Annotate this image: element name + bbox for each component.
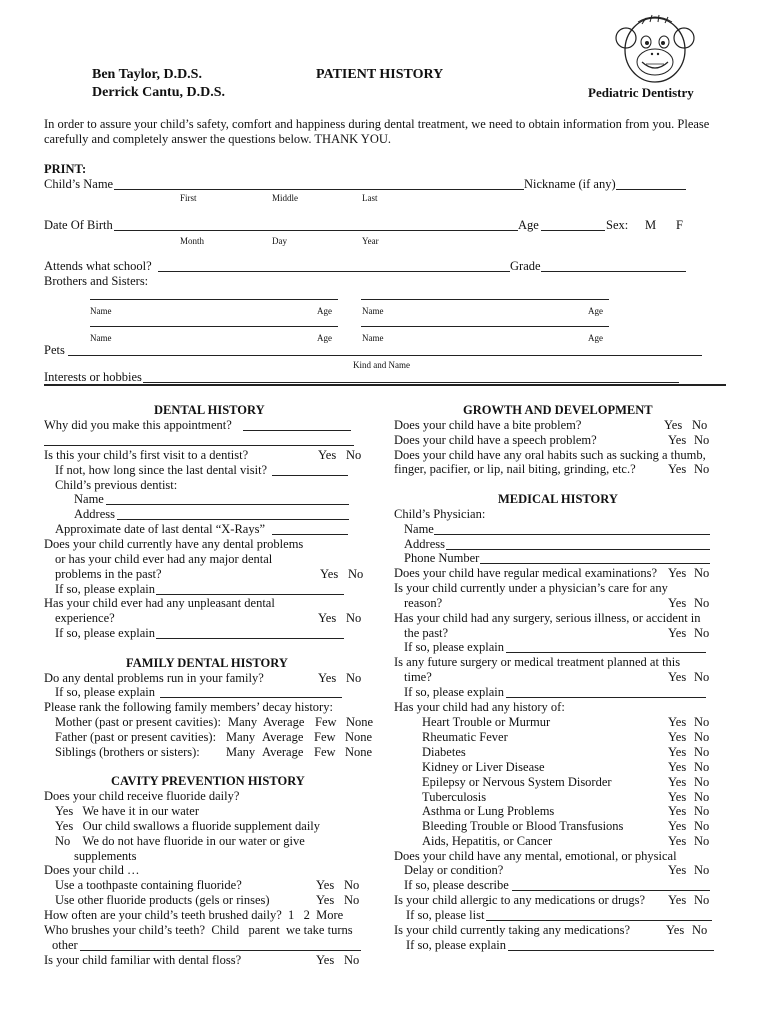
family-problems-yes[interactable]: Yes <box>318 671 337 685</box>
medical-q3-line1: Has your child had any surgery, serious illness, or accident in <box>394 611 701 625</box>
child-name-label: Child’s Name <box>44 177 114 191</box>
physician-phone-field[interactable] <box>480 563 710 564</box>
cavity-q1: Does your child receive fluoride daily? <box>44 789 240 803</box>
practice-name: Pediatric Dentistry <box>588 85 694 100</box>
age-field[interactable] <box>541 230 605 231</box>
condition-yes[interactable]: Yes <box>668 760 687 774</box>
medical-q7: Is your child allergic to any medications or drugs? <box>394 893 646 907</box>
sibling-name-caption: Name <box>362 333 384 343</box>
fluoride-option-none[interactable]: No We do not have fluoride in our water or give <box>55 834 305 848</box>
interests-label: Interests or hobbies <box>44 370 142 384</box>
physician-name-label: Name <box>404 522 434 536</box>
school-label: Attends what school? <box>44 259 152 273</box>
condition-yes[interactable]: Yes <box>668 819 687 833</box>
father-none[interactable]: None <box>345 730 373 744</box>
surgery-no[interactable]: No <box>694 626 710 640</box>
growth-q3-line2: finger, pacifier, or lip, nail biting, grinding, etc.? <box>394 462 636 476</box>
sibling-name-caption: Name <box>90 333 112 343</box>
medications-yes[interactable]: Yes <box>666 923 685 937</box>
family-explain-field[interactable] <box>160 697 342 698</box>
first-visit-no[interactable]: No <box>346 448 362 462</box>
allergy-list-field[interactable] <box>486 920 712 921</box>
physician-address-field[interactable] <box>446 549 710 550</box>
child-name-field[interactable] <box>114 189 524 190</box>
sibling-4-field[interactable] <box>361 326 609 327</box>
condition-yes[interactable]: Yes <box>668 745 687 759</box>
condition-yes[interactable]: Yes <box>668 804 687 818</box>
surgery-explain-field[interactable] <box>506 652 706 653</box>
family-row-siblings: Siblings (brothers or sisters): <box>55 745 200 759</box>
fluoride-option-water[interactable]: Yes We have it in our water <box>55 804 199 818</box>
pets-label: Pets <box>44 343 65 357</box>
future-surgery-explain-field[interactable] <box>506 697 706 698</box>
medical-q8: Is your child currently taking any medications? <box>394 923 631 937</box>
siblings-none[interactable]: None <box>345 745 373 759</box>
condition-label: Diabetes <box>422 745 466 759</box>
cavity-q2b: Use other fluoride products (gels or rinses) <box>55 893 270 907</box>
mother-few[interactable]: Few <box>315 715 337 729</box>
condition-no[interactable]: No <box>694 804 710 818</box>
cavity-q3-brushing-frequency[interactable]: How often are your child’s teeth brushed daily? 1 2 More <box>44 908 344 922</box>
growth-q3-line1: Does your child have any oral habits such as sucking a thumb, <box>394 448 706 462</box>
dob-field[interactable] <box>114 230 518 231</box>
sibling-age-caption: Age <box>317 333 332 343</box>
first-visit-yes[interactable]: Yes <box>318 448 337 462</box>
condition-label: Kidney or Liver Disease <box>422 760 545 774</box>
condition-no[interactable]: No <box>694 775 710 789</box>
xrays-label: Approximate date of last dental “X-Rays” <box>55 522 265 536</box>
growth-q1: Does your child have a bite problem? <box>394 418 582 432</box>
delay-yes[interactable]: Yes <box>668 863 687 877</box>
surgery-explain-label: If so, please explain <box>404 640 504 654</box>
dental-q3: If not, how long since the last dental visit? <box>55 463 268 477</box>
speech-no[interactable]: No <box>694 433 710 447</box>
dental-q6-line2: experience? <box>55 611 115 625</box>
siblings-few[interactable]: Few <box>314 745 336 759</box>
family-row-mother: Mother (past or present cavities): <box>55 715 221 729</box>
dental-q1: Why did you make this appointment? <box>44 418 232 432</box>
dob-label: Date Of Birth <box>44 218 113 232</box>
oral-habits-no[interactable]: No <box>694 462 710 476</box>
condition-yes[interactable]: Yes <box>668 790 687 804</box>
oral-habits-yes[interactable]: Yes <box>668 462 687 476</box>
sibling-name-caption: Name <box>90 306 112 316</box>
medical-q2-line1: Is your child currently under a physician’s care for any <box>394 581 668 595</box>
dental-q5-line1: Does your child currently have any dental problems <box>44 537 304 551</box>
unpleasant-experience-no[interactable]: No <box>346 611 362 625</box>
last-caption: Last <box>362 193 378 203</box>
medical-q4-line1: Is any future surgery or medical treatment planned at this <box>394 655 681 669</box>
father-many[interactable]: Many <box>226 730 256 744</box>
dental-q5-explain-field[interactable] <box>156 594 344 595</box>
father-average[interactable]: Average <box>262 730 304 744</box>
physician-care-yes[interactable]: Yes <box>668 596 687 610</box>
medical-q2-line2: reason? <box>404 596 443 610</box>
nickname-label: Nickname (if any) <box>524 177 616 191</box>
medical-q5: Has your child had any history of: <box>394 700 565 714</box>
age-label: Age <box>518 218 539 232</box>
sex-label: Sex: <box>606 218 629 232</box>
physician-phone-label: Phone Number <box>404 551 480 565</box>
delay-describe-label: If so, please describe <box>404 878 509 892</box>
dental-q6-line1: Has your child ever had any unpleasant dental <box>44 596 275 610</box>
bite-yes[interactable]: Yes <box>664 418 683 432</box>
doctor-name-1: Ben Taylor, D.D.S. <box>92 67 202 82</box>
condition-no[interactable]: No <box>694 834 710 848</box>
speech-yes[interactable]: Yes <box>668 433 687 447</box>
intro-line-2: carefully and completely answer the questions below. THANK YOU. <box>44 132 392 146</box>
condition-label: Aids, Hepatitis, or Cancer <box>422 834 553 848</box>
dental-problems-no[interactable]: No <box>348 567 364 581</box>
middle-caption: Middle <box>272 193 298 203</box>
cavity-prevention-heading: CAVITY PREVENTION HISTORY <box>111 774 305 788</box>
condition-label: Heart Trouble or Murmur <box>422 715 551 729</box>
other-fluoride-no[interactable]: No <box>344 893 360 907</box>
section-divider <box>44 384 726 386</box>
prev-dentist-address-field[interactable] <box>117 519 349 520</box>
print-label: PRINT: <box>44 162 87 176</box>
medical-q3-line2: the past? <box>404 626 449 640</box>
prev-dentist-name-field[interactable] <box>106 504 349 505</box>
cavity-q5: Is your child familiar with dental floss? <box>44 953 242 967</box>
surgery-yes[interactable]: Yes <box>668 626 687 640</box>
condition-yes[interactable]: Yes <box>668 715 687 729</box>
school-field[interactable] <box>158 271 510 272</box>
mother-average[interactable]: Average <box>263 715 305 729</box>
medical-q1: Does your child have regular medical examinations? <box>394 566 658 580</box>
nickname-field[interactable] <box>616 189 686 190</box>
delay-no[interactable]: No <box>694 863 710 877</box>
toothpaste-no[interactable]: No <box>344 878 360 892</box>
physician-address-label: Address <box>404 537 445 551</box>
condition-yes[interactable]: Yes <box>668 834 687 848</box>
dental-problems-yes[interactable]: Yes <box>320 567 339 581</box>
bite-no[interactable]: No <box>692 418 708 432</box>
medical-q4-line2: time? <box>404 670 432 684</box>
allergy-no[interactable]: No <box>694 893 710 907</box>
delay-describe-field[interactable] <box>512 890 710 891</box>
physician-name-field[interactable] <box>434 534 710 535</box>
sibling-age-caption: Age <box>588 306 603 316</box>
future-surgery-no[interactable]: No <box>694 670 710 684</box>
mother-many[interactable]: Many <box>228 715 258 729</box>
prev-dentist-address-label: Address <box>74 507 115 521</box>
physician-care-no[interactable]: No <box>694 596 710 610</box>
siblings-average[interactable]: Average <box>262 745 304 759</box>
unpleasant-experience-yes[interactable]: Yes <box>318 611 337 625</box>
medications-explain-label: If so, please explain <box>406 938 506 952</box>
prev-dentist-name-label: Name <box>74 492 104 506</box>
condition-label: Tuberculosis <box>422 790 487 804</box>
sibling-age-caption: Age <box>317 306 332 316</box>
condition-label: Asthma or Lung Problems <box>422 804 555 818</box>
condition-label: Rheumatic Fever <box>422 730 508 744</box>
dental-q6-explain-label: If so, please explain <box>55 626 155 640</box>
appointment-reason-field[interactable] <box>243 430 351 431</box>
growth-q2: Does your child have a speech problem? <box>394 433 597 447</box>
physician-label: Child’s Physician: <box>394 507 486 521</box>
condition-yes[interactable]: Yes <box>668 730 687 744</box>
family-problems-no[interactable]: No <box>346 671 362 685</box>
pets-caption: Kind and Name <box>353 360 410 370</box>
grade-label: Grade <box>510 259 541 273</box>
sex-option-f[interactable]: F <box>676 218 683 232</box>
xrays-field[interactable] <box>272 534 348 535</box>
intro-line-1: In order to assure your child’s safety, comfort and happiness during dental treatment, we need to obtain information from you. Please <box>44 117 710 131</box>
condition-no[interactable]: No <box>694 790 710 804</box>
sibling-1-field[interactable] <box>90 299 338 300</box>
sex-option-m[interactable]: M <box>645 218 657 232</box>
brusher-other-label: other <box>52 938 78 952</box>
last-visit-field[interactable] <box>272 475 348 476</box>
condition-label: Bleeding Trouble or Blood Transfusions <box>422 819 624 833</box>
first-caption: First <box>180 193 197 203</box>
interests-field[interactable] <box>143 382 679 383</box>
fluoride-option-none-line2: supplements <box>74 849 137 863</box>
medical-q6-line2: Delay or condition? <box>404 863 504 877</box>
condition-label: Epilepsy or Nervous System Disorder <box>422 775 612 789</box>
brusher-other-field[interactable] <box>80 950 361 951</box>
doctor-name-2: Derrick Cantu, D.D.S. <box>92 85 225 100</box>
dental-q5-explain-label: If so, please explain <box>55 582 155 596</box>
monkey-mascot-logo <box>610 10 700 90</box>
appointment-reason-field-2[interactable] <box>44 445 354 446</box>
family-q1: Do any dental problems run in your family? <box>44 671 264 685</box>
dental-q5-line3: problems in the past? <box>55 567 162 581</box>
grade-field[interactable] <box>541 271 686 272</box>
dental-q6-explain-field[interactable] <box>156 638 344 639</box>
cavity-q4-who-brushes[interactable]: Who brushes your child’s teeth? Child parent we take turns <box>44 923 353 937</box>
condition-yes[interactable]: Yes <box>668 775 687 789</box>
medical-history-heading: MEDICAL HISTORY <box>498 492 618 506</box>
allergy-yes[interactable]: Yes <box>668 893 687 907</box>
family-row-father: Father (past or present cavities): <box>55 730 217 744</box>
medications-explain-field[interactable] <box>508 950 714 951</box>
page-title: PATIENT HISTORY <box>316 67 444 82</box>
floss-yes[interactable]: Yes <box>316 953 335 967</box>
floss-no[interactable]: No <box>344 953 360 967</box>
future-surgery-explain-label: If so, please explain <box>404 685 504 699</box>
father-few[interactable]: Few <box>314 730 336 744</box>
dental-q4: Child’s previous dentist: <box>55 478 178 492</box>
family-history-heading: FAMILY DENTAL HISTORY <box>126 656 288 670</box>
condition-no[interactable]: No <box>694 715 710 729</box>
dental-q5-line2: or has your child ever had any major dental <box>55 552 273 566</box>
pets-field[interactable] <box>68 355 702 356</box>
dental-history-heading: DENTAL HISTORY <box>154 403 265 417</box>
regular-exams-no[interactable]: No <box>694 566 710 580</box>
condition-no[interactable]: No <box>694 819 710 833</box>
cavity-q2: Does your child … <box>44 863 140 877</box>
sibling-age-caption: Age <box>588 333 603 343</box>
toothpaste-yes[interactable]: Yes <box>316 878 335 892</box>
sibling-2-field[interactable] <box>361 299 609 300</box>
siblings-label: Brothers and Sisters: <box>44 274 149 288</box>
medications-no[interactable]: No <box>692 923 708 937</box>
cavity-q2a: Use a toothpaste containing fluoride? <box>55 878 242 892</box>
sibling-name-caption: Name <box>362 306 384 316</box>
family-rank-label: Please rank the following family members’ decay history: <box>44 700 333 714</box>
dental-q2: Is this your child’s first visit to a dentist? <box>44 448 249 462</box>
condition-no[interactable]: No <box>694 760 710 774</box>
other-fluoride-yes[interactable]: Yes <box>316 893 335 907</box>
growth-development-heading: GROWTH AND DEVELOPMENT <box>463 403 653 417</box>
fluoride-option-supplement[interactable]: Yes Our child swallows a fluoride supplement daily <box>55 819 321 833</box>
future-surgery-yes[interactable]: Yes <box>668 670 687 684</box>
siblings-many[interactable]: Many <box>226 745 256 759</box>
sibling-3-field[interactable] <box>90 326 338 327</box>
condition-no[interactable]: No <box>694 745 710 759</box>
medical-q6-line1: Does your child have any mental, emotional, or physical <box>394 849 677 863</box>
condition-no[interactable]: No <box>694 730 710 744</box>
allergy-list-label: If so, please list <box>406 908 485 922</box>
year-caption: Year <box>362 236 379 246</box>
family-explain-label: If so, please explain <box>55 685 155 699</box>
regular-exams-yes[interactable]: Yes <box>668 566 687 580</box>
day-caption: Day <box>272 236 287 246</box>
month-caption: Month <box>180 236 205 246</box>
mother-none[interactable]: None <box>346 715 374 729</box>
